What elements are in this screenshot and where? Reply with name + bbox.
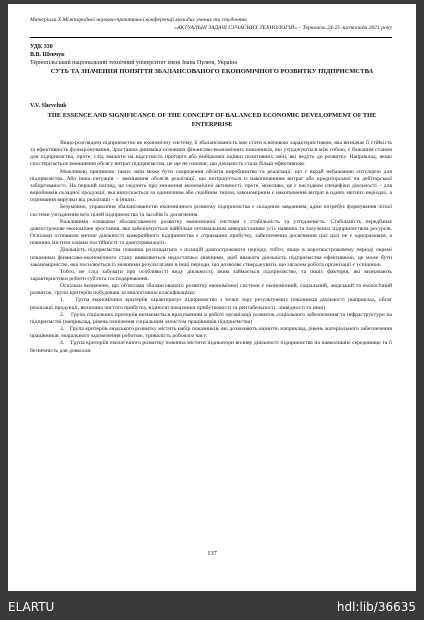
header-divider [30, 37, 392, 38]
list-item: 4. Група критеріїв екологічного розвитку повинна містити індикатори впливу діяльності підприємства на навколишнє середовище та її безпечність для довкілля. [30, 340, 392, 354]
paragraph: Можливою причиною таких змін може бути скорочення обсягів виробництва та реалізації, що є вкрай небажаною ситуацією для підприємства. Або інша ситуація – зменшення обсягів реалізації, що погіршується із накопиченням витрат або кредиторської чи дебіторської заборгованості. На перший погляд, це свідчить про зниження економічної активності, проте, можливо, це є наслідком специфіки діяльності – для виробників складної продукції, яка випускається за одиничним або серійним типом, закономірним є накопичення витрат в одних звітних періодах, а отримання виручки від реалізації – в інших. [30, 168, 392, 204]
page-number: 137 [207, 550, 217, 557]
conference-header-line1: Матеріали X Міжнародної науково-практичної конференції молодих учених та студентів [30, 17, 247, 23]
article-meta [30, 43, 237, 67]
author-en: V.V. Shevchuk [30, 103, 67, 109]
list-item: 3. Група критеріїв людського розвитку містить набір показників, які дозволяють оцінити, наприклад, рівень матеріального забезпечення працівників, морального задоволення роботою, тривалість робочого часу. [30, 326, 392, 340]
list-item: 1. Група економічних критеріїв характеризує підприємство з точки зору результуючих показників діяльності (наприклад, обсяг реалізації продукції, величина чистого прибутку, відносні показники прибутковості та рентабельності, ліквідності та інші) [30, 297, 392, 311]
conference-header [30, 16, 392, 32]
repository-footer [0, 591, 424, 620]
repository-name: ELARTU [8, 600, 55, 614]
udk-code: УДК 330 [30, 44, 53, 50]
affiliation: Тернопільський національний технічний університет імені Івана Пулюя, Україна [30, 60, 237, 66]
paragraph: Тобто, не слід забувати про особливості виду діяльності, яким займається підприємство, та іншіх факторів, які визначають характеристики роботи суб'єкта господарювання. [30, 268, 392, 282]
conference-header-line2: «АКТУАЛЬНІ ЗАДАЧІ СУЧАСНИХ ТЕХНОЛОГІЙ» – Тернопіль 24-25 листопада 2021 року [174, 25, 392, 31]
paragraph: Діяльність підприємства повинна розглядатися з позицій довгострокового періоду, тобто, якщо в короткостроковому періоді окремі показники фінансово-економічного стану виявляються недостатньо значними, щоб вважати діяльність підприємства ефективною, це може бути закономірністю, яка посилюється із значними результатами в інші періоди, що дозволяє стверджувати, що загалом робота організації є успішною. [30, 247, 392, 268]
article-title-uk: СУТЬ ТА ЗНАЧЕННЯ ПОНЯТТЯ ЗБАЛАНСОВАНОГО ЕКОНОМІЧНОГО РОЗВИТКУ ПІДПРИЄМСТВА [50, 68, 374, 75]
paragraph: Якщо розглядати підприємство як економічну систему, її збалансованість має стати ключовою характеристикою, яка визначає її стійкість та ефективність функціонування. Зростаюча динаміка основних фінансово-економічних показників, які узгоджуються між собою, є бажаним станом для підприємства, проте, слід зважити на відсутність протиріч або вибіркової оцінки позитивних змін, які ведуть до розвитку. Наприклад, якщо спостерігається зменшення обсягу витрат підприємства, це ще не означає, що діяльність стала більш ефективною. [30, 140, 392, 168]
document-page [8, 4, 416, 591]
article-body [30, 140, 392, 355]
author-uk: В.В. Шевчук [30, 52, 65, 58]
article-title-en: THE ESSENCE AND SIGNIFICANCE OF THE CONCEPT OF BALANCED ECONOMIC DEVELOPMENT OF THE ENTERPRISE [47, 112, 377, 128]
paragraph: Безумовно, управління збалансованістю економічного розвитку підприємства є складним завданням, адже потребує формування чіткої системи узгодження всіх цілей підприємства та засобів їх досягнення. [30, 204, 392, 218]
handle-link[interactable]: hdl:lib/36635 [336, 600, 416, 614]
paragraph: Оскільки визначено, що об'єктами збалансованого розвитку економічної системи є економічний, соціальний, людський та екологічний розвиток, групи критеріїв побудовані за аналогічною класифікацією: [30, 283, 392, 297]
list-item: 2. Група соціальних критеріїв визначається врахуванням в роботі організації розвиток соціального забезпечення та інфраструктури на підприємстві (наприклад, рівень охоплення соціальним захистом працівників підприємства) [30, 311, 392, 325]
paragraph: Важливими ознаками збалансованого розвитку економічної системи є стабільність та узгодженість. Стабільність передбачає довгострокове економічне зростання, яке забезпечується найбільш оптимальним використанням усіх наявних та залучених підприємством ресурсів. Оскільки основною метою діяльності комерційного підприємства є отримання прибутку, забезпечення досягнення цієї цілі не є одноразовим, а повинно містити ознаки постійності та довготривалості. [30, 218, 392, 247]
